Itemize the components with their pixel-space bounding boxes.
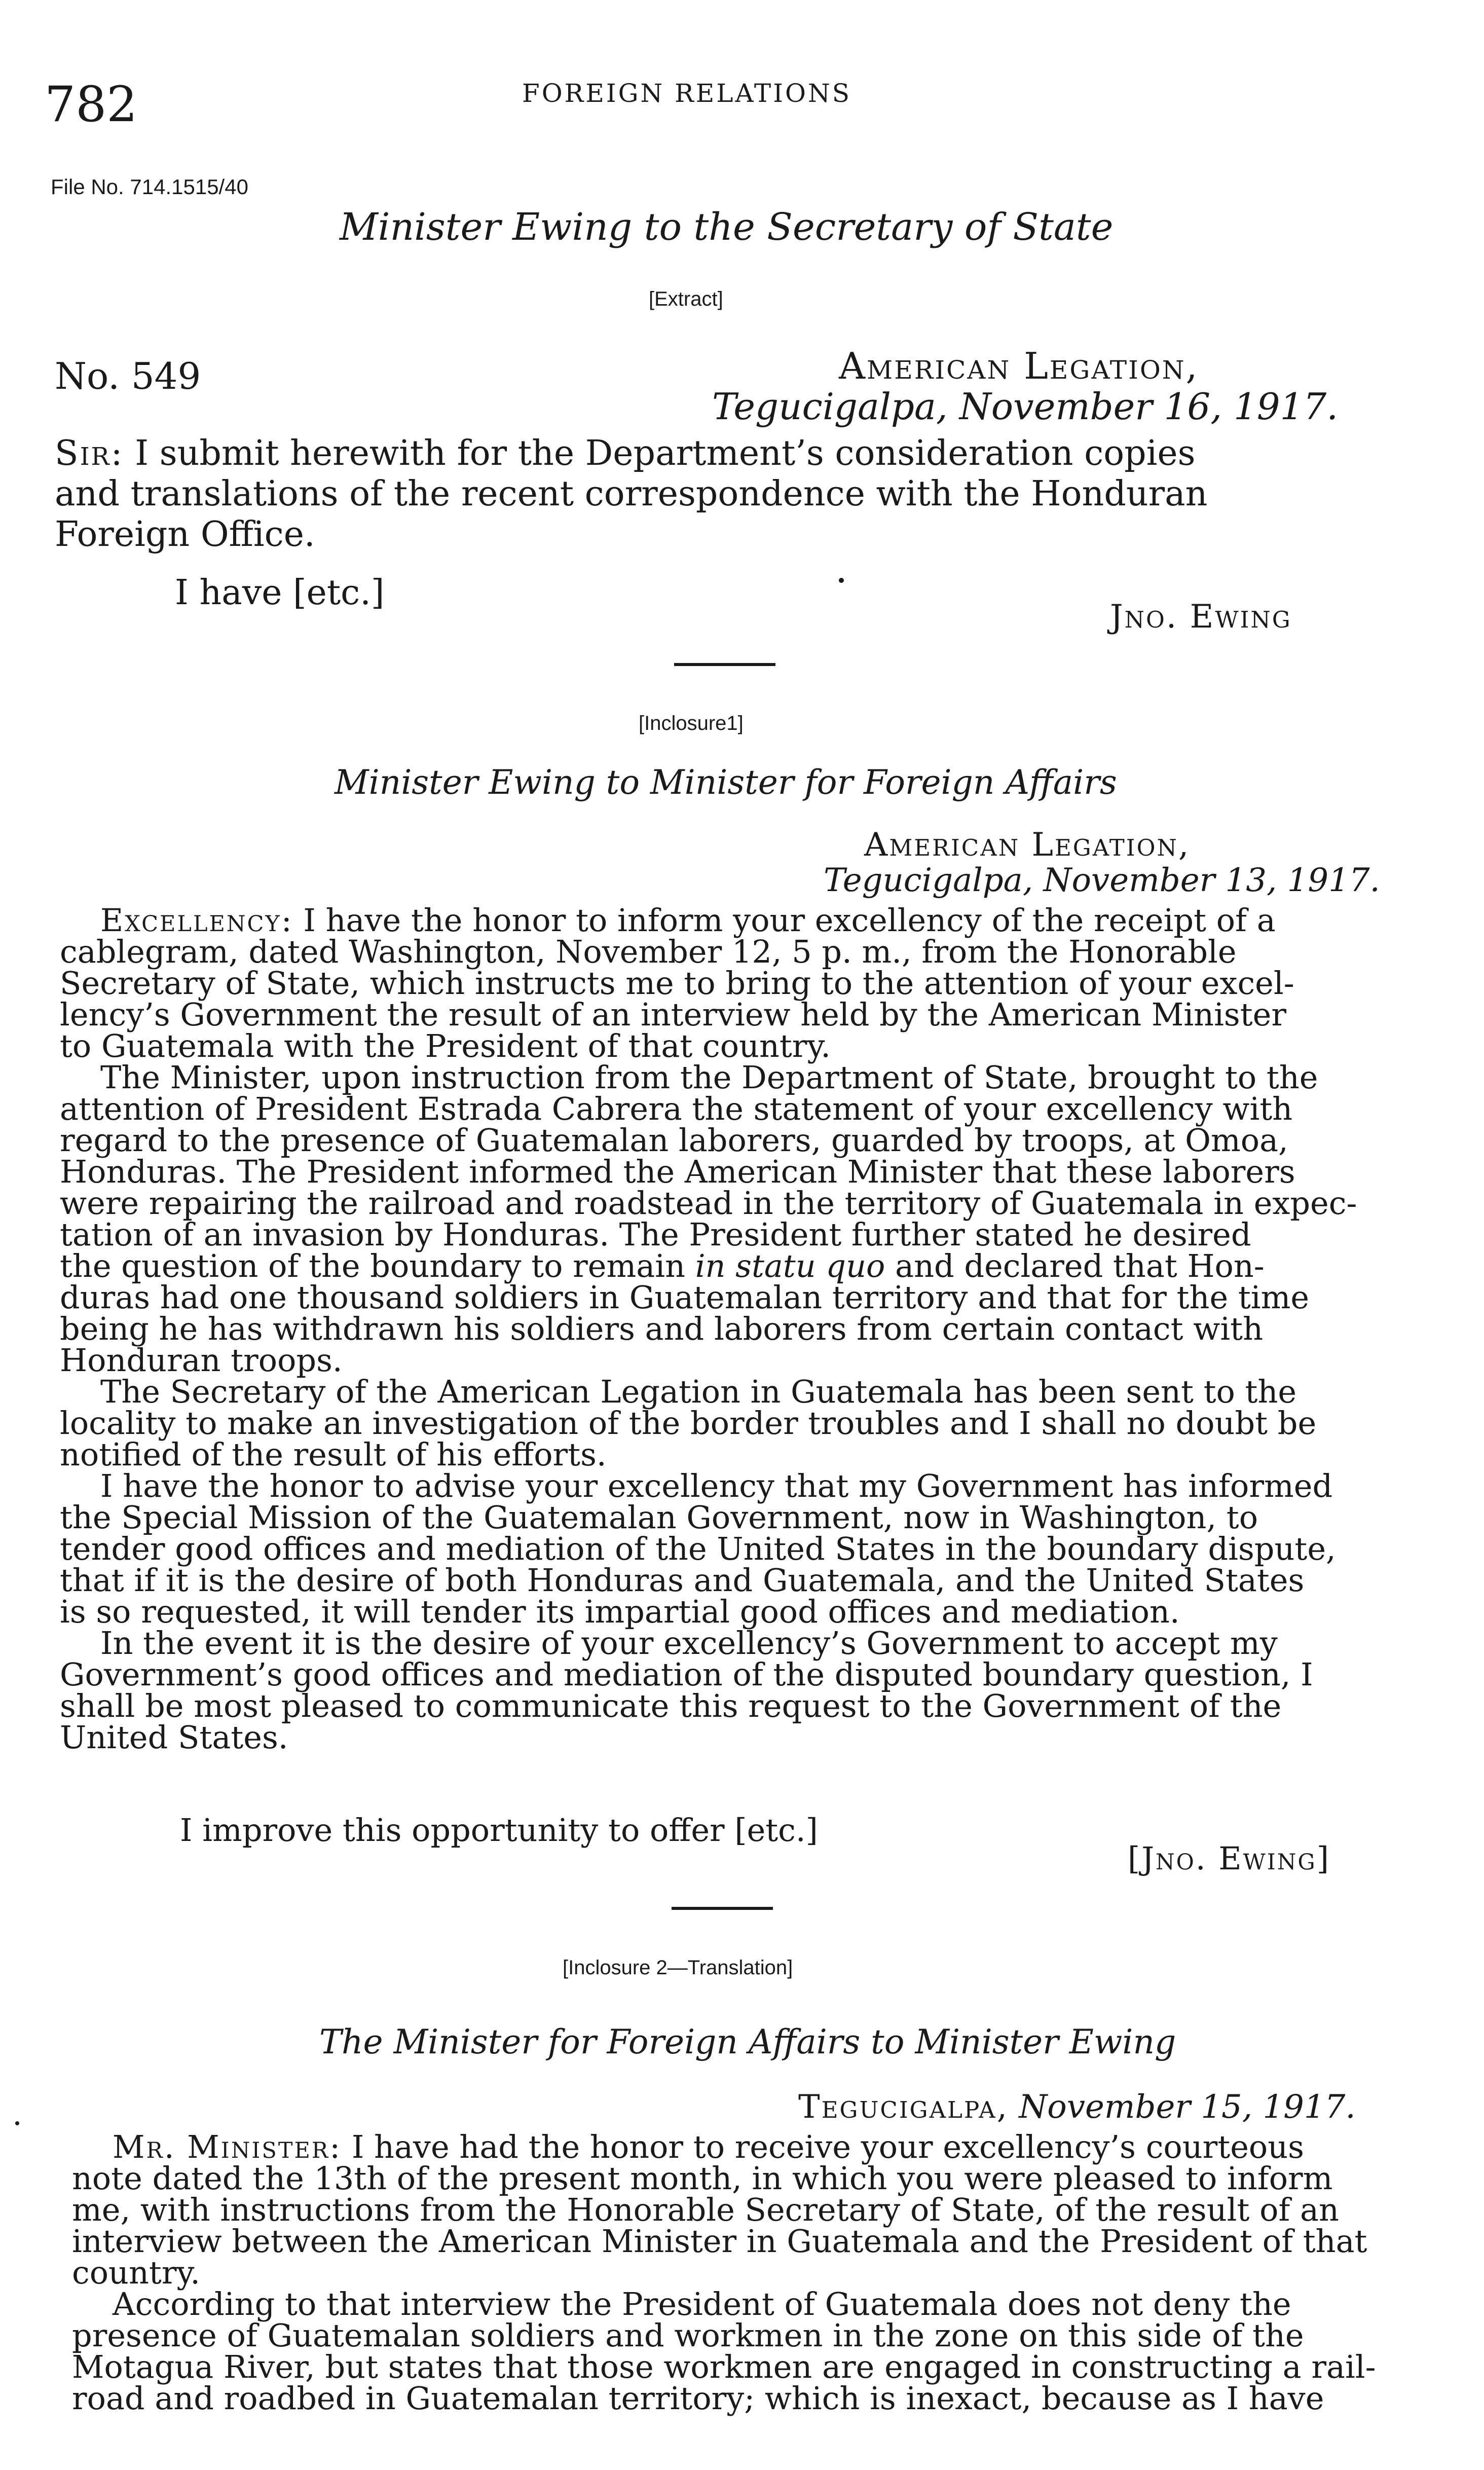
doc1-number: No. 549 <box>55 355 201 397</box>
inclosure1-signature: [Jno. Ewing] <box>1128 1840 1330 1877</box>
body-line: me, with instructions from the Honorable Secretary of State, of the result of an <box>72 2191 1339 2228</box>
body-line: notified of the result of his efforts. <box>60 1436 607 1473</box>
body-line: According to that interview the President of Guatemala does not deny the <box>113 2285 1291 2322</box>
page-number: 782 <box>45 76 138 133</box>
running-head: FOREIGN RELATIONS <box>522 79 851 108</box>
doc1-salutation: Sir: <box>55 433 124 473</box>
doc1-title: Minister Ewing to the Secretary of State <box>340 205 1114 249</box>
body-line: were repairing the railroad and roadstead in the territory of Guatemala in expec- <box>60 1185 1357 1222</box>
body-line: The Secretary of the American Legation in Guatemala has been sent to the <box>100 1373 1297 1410</box>
inclosure1-legation: American Legation, <box>864 826 1191 864</box>
body-line: duras had one thousand soldiers in Guatemalan territory and that for the time <box>60 1279 1310 1316</box>
print-speck <box>15 2121 19 2125</box>
inclosure2-title: The Minister for Foreign Affairs to Minister Ewing <box>319 2022 1176 2061</box>
body-line: In the event it is the desire of your excellency’s Government to accept my <box>100 1625 1278 1662</box>
inclosure1-title: Minister Ewing to Minister for Foreign Affairs <box>335 763 1117 802</box>
body-line: is so requested, it will tender its impartial good offices and mediation. <box>60 1593 1180 1630</box>
body-line: Motagua River, but states that those workmen are engaged in constructing a rail- <box>72 2348 1376 2385</box>
inclosure1-label: [Inclosure1] <box>639 712 744 734</box>
doc1-body-line: and translations of the recent correspondence with the Honduran <box>55 474 1208 514</box>
body-line: note dated the 13th of the present month, in which you were pleased to inform <box>72 2160 1333 2197</box>
inclosure2-label: [Inclosure 2—Translation] <box>563 1957 793 1979</box>
body-line: I have the honor to advise your excellency that my Government has informed <box>100 1467 1333 1504</box>
inclosure1-salutation: Excellency: <box>100 902 293 939</box>
body-line: I have the honor to inform your excellency of the receipt of a <box>293 902 1276 939</box>
body-line: tender good offices and mediation of the United States in the boundary dispute, <box>60 1530 1336 1567</box>
file-number: File No. 714.1515/40 <box>51 175 248 199</box>
body-line: attention of President Estrada Cabrera the statement of your excellency with <box>60 1090 1293 1127</box>
body-line: I have had the honor to receive your excellency’s courteous <box>342 2128 1304 2165</box>
doc1-legation: American Legation, <box>839 345 1199 387</box>
body-line: United States. <box>60 1719 288 1756</box>
print-speck <box>839 578 844 583</box>
body-line: Secretary of State, which instructs me to bring to the attention of your excel- <box>60 965 1294 1002</box>
doc1-body <box>55 433 1383 555</box>
body-line: lency’s Government the result of an interview held by the American Minister <box>60 996 1286 1033</box>
inclosure2-body <box>72 2128 1395 2417</box>
body-line: locality to make an investigation of the border troubles and I shall no doubt be <box>60 1405 1317 1442</box>
doc1-body-line: I submit herewith for the Department’s consideration copies <box>124 433 1196 473</box>
body-line: regard to the presence of Guatemalan laborers, guarded by troops, at Omoa, <box>60 1122 1288 1159</box>
italic-phrase: in statu quo <box>695 1247 885 1284</box>
body-line: The Minister, upon instruction from the Department of State, brought to the <box>100 1059 1318 1096</box>
body-line: tation of an invasion by Honduras. The President further stated he desired <box>60 1216 1251 1253</box>
doc1-place-date: Tegucigalpa, November 16, 1917. <box>712 385 1339 428</box>
inclosure1-place-date: Tegucigalpa, November 13, 1917. <box>824 862 1380 899</box>
body-line: cablegram, dated Washington, November 12, 5 p. m., from the Honorable <box>60 933 1237 970</box>
body-line: being he has withdrawn his soldiers and laborers from certain contact with <box>60 1310 1264 1347</box>
body-line: Honduran troops. <box>60 1342 343 1379</box>
doc1-closing: I have [etc.] <box>175 573 385 613</box>
inclosure1-body <box>60 902 1388 1756</box>
section-divider <box>674 663 775 666</box>
inclosure2-place-date <box>798 2088 1356 2126</box>
body-line: Honduras. The President informed the American Minister that these laborers <box>60 1153 1295 1190</box>
section-divider <box>672 1907 773 1910</box>
body-line: interview between the American Minister in Guatemala and the President of that <box>72 2223 1367 2260</box>
body-line: the Special Mission of the Guatemalan Government, now in Washington, to <box>60 1499 1258 1536</box>
body-line: presence of Guatemalan soldiers and workmen in the zone on this side of the <box>72 2317 1304 2354</box>
body-line: that if it is the desire of both Honduras and Guatemala, and the United States <box>60 1562 1305 1599</box>
doc1-body-line: Foreign Office. <box>55 514 315 555</box>
inclosure2-place: Tegucigalpa, <box>798 2088 1009 2126</box>
inclosure1-closing: I improve this opportunity to offer [etc.] <box>180 1812 818 1849</box>
inclosure2-salutation: Mr. Minister: <box>113 2128 342 2165</box>
body-line: shall be most pleased to communicate this request to the Government of the <box>60 1687 1282 1724</box>
body-line: to Guatemala with the President of that country. <box>60 1027 831 1064</box>
body-line: country. <box>72 2254 200 2291</box>
inclosure2-date: November 15, 1917. <box>1008 2088 1356 2126</box>
body-line: road and roadbed in Guatemalan territory; which is inexact, because as I have <box>72 2380 1324 2417</box>
doc1-extract-note: [Extract] <box>649 288 723 310</box>
body-line: the question of the boundary to remain <box>60 1247 695 1284</box>
doc1-signature: Jno. Ewing <box>1110 598 1292 636</box>
body-line: Government’s good offices and mediation of the disputed boundary question, I <box>60 1656 1313 1693</box>
body-line: and declared that Hon- <box>885 1247 1265 1284</box>
